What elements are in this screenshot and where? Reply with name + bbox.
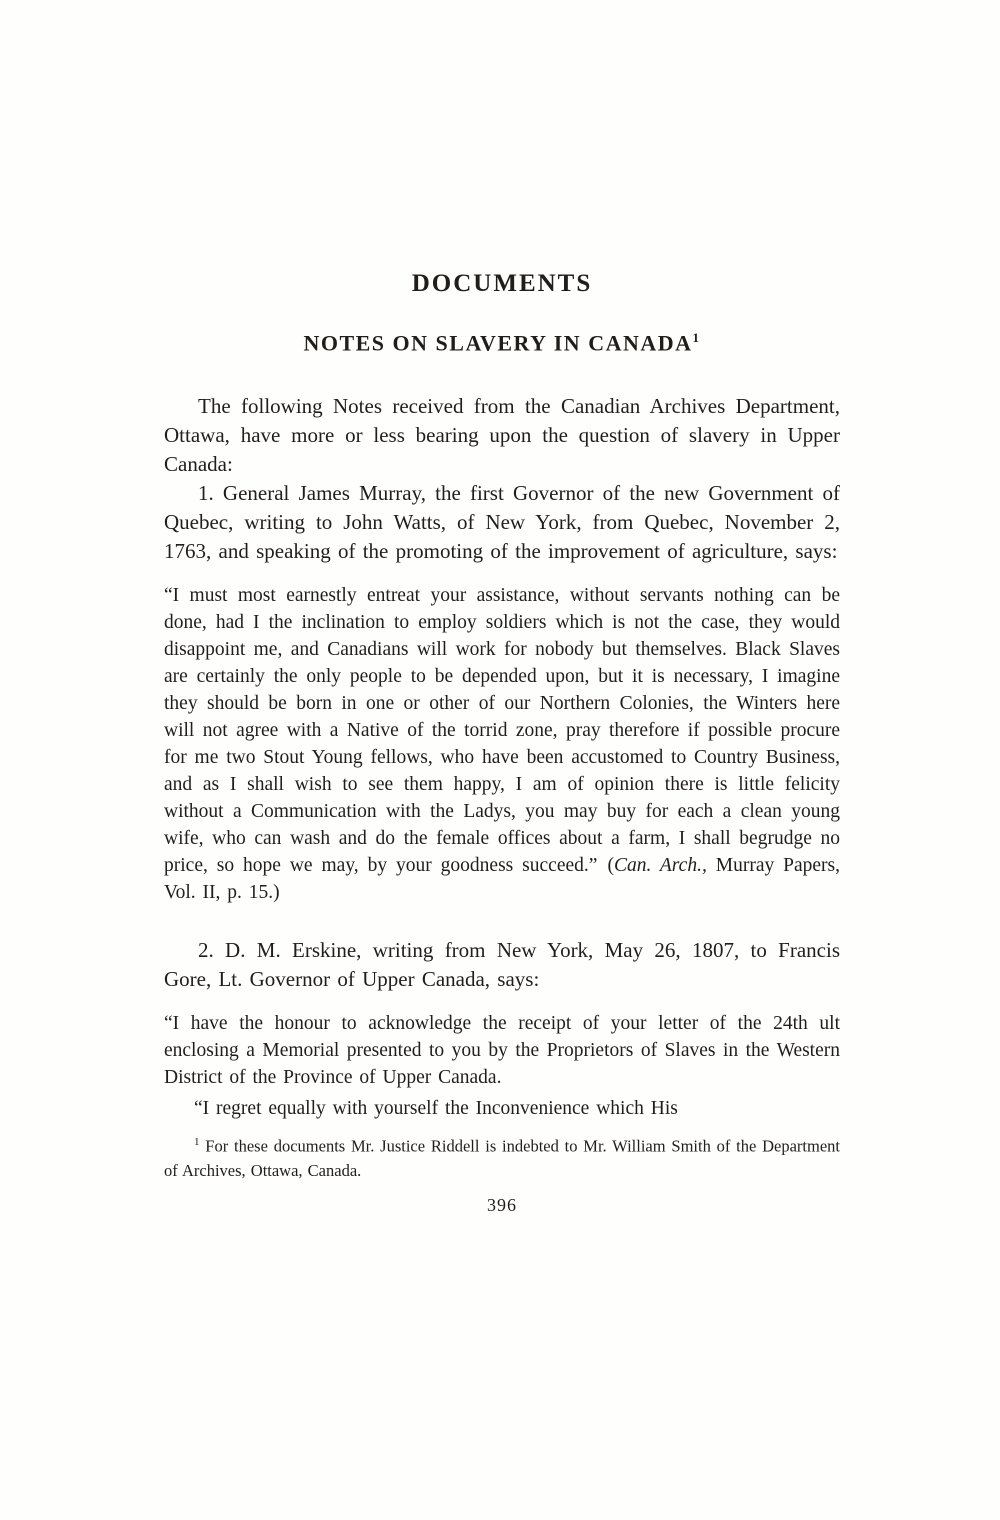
footnote-ref-superscript: 1 bbox=[194, 1136, 200, 1149]
footnote-reference-superscript: 1 bbox=[692, 330, 701, 345]
article-title-text: NOTES ON SLAVERY IN CANADA bbox=[303, 330, 693, 356]
citation-rest: Murray Papers, Vol. II, p. 15.) bbox=[164, 855, 841, 904]
quote1-text: “I must most earnestly entreat your assistance, without servants nothing can be done, had I the inclination to employ soldiers which is not the case, they would disappoint me, and Canadians will work for nobody but themselves. Black Slaves are certainly the only people to be depended upon, but it is necessary, I imagine they should be born in one or other of our Northern Colonies, the Winters here will not agree with a Native of the torrid zone, pray therefore if possible procure for me two Stout Young fellows, who have been accustomed to Country Business, and as I shall wish to see them happy, I am of opinion there is little felicity without a Communication with the Ladys, you may buy for each a clean young wife, who can wash and do the female offices about a farm, I shall begrudge no price, so hope we may, by your goodness succeed.” bbox=[164, 585, 840, 877]
citation-source-italic: Can. Arch., bbox=[613, 855, 707, 877]
page-number: 396 bbox=[487, 1194, 517, 1215]
intro-paragraph: The following Notes received from the Canadian Archives Department, Ottawa, have more or less bearing upon the question of slavery in Upper Canada: bbox=[164, 394, 840, 477]
article-title bbox=[164, 330, 840, 356]
item2-lead-paragraph: 2. D. M. Erskine, writing from New York, May 26, 1807, to Francis Gore, Lt. Governor of Upper Canada, says: bbox=[164, 938, 840, 992]
quote1-paragraph bbox=[164, 582, 840, 906]
footnote-paragraph bbox=[164, 1130, 840, 1183]
quote-block-1 bbox=[164, 582, 840, 906]
item1-lead-paragraph: 1. General James Murray, the first Governor of the new Government of Quebec, writing to John Watts, of New York, from Quebec, November 2, 1763, and speaking of the promoting of the improvement of agriculture, says: bbox=[164, 481, 840, 564]
quote2-paragraph-1: “I have the honour to acknowledge the receipt of your letter of the 24th ult enclosing a Memorial presented to you by the Proprietors of Slaves in the Western District of the Province of Upper Canada. bbox=[164, 1013, 840, 1089]
footnote-block bbox=[164, 1130, 840, 1183]
citation-open: ( bbox=[607, 855, 614, 877]
quote2-paragraph-2: “I regret equally with yourself the Inconvenience which His bbox=[194, 1098, 678, 1120]
footnote-text: For these documents Mr. Justice Riddell is indebted to Mr. William Smith of the Department of Archives, Ottawa, Canada. bbox=[164, 1136, 840, 1180]
document-title: DOCUMENTS bbox=[411, 270, 593, 297]
quote-block-2 bbox=[164, 1010, 840, 1122]
